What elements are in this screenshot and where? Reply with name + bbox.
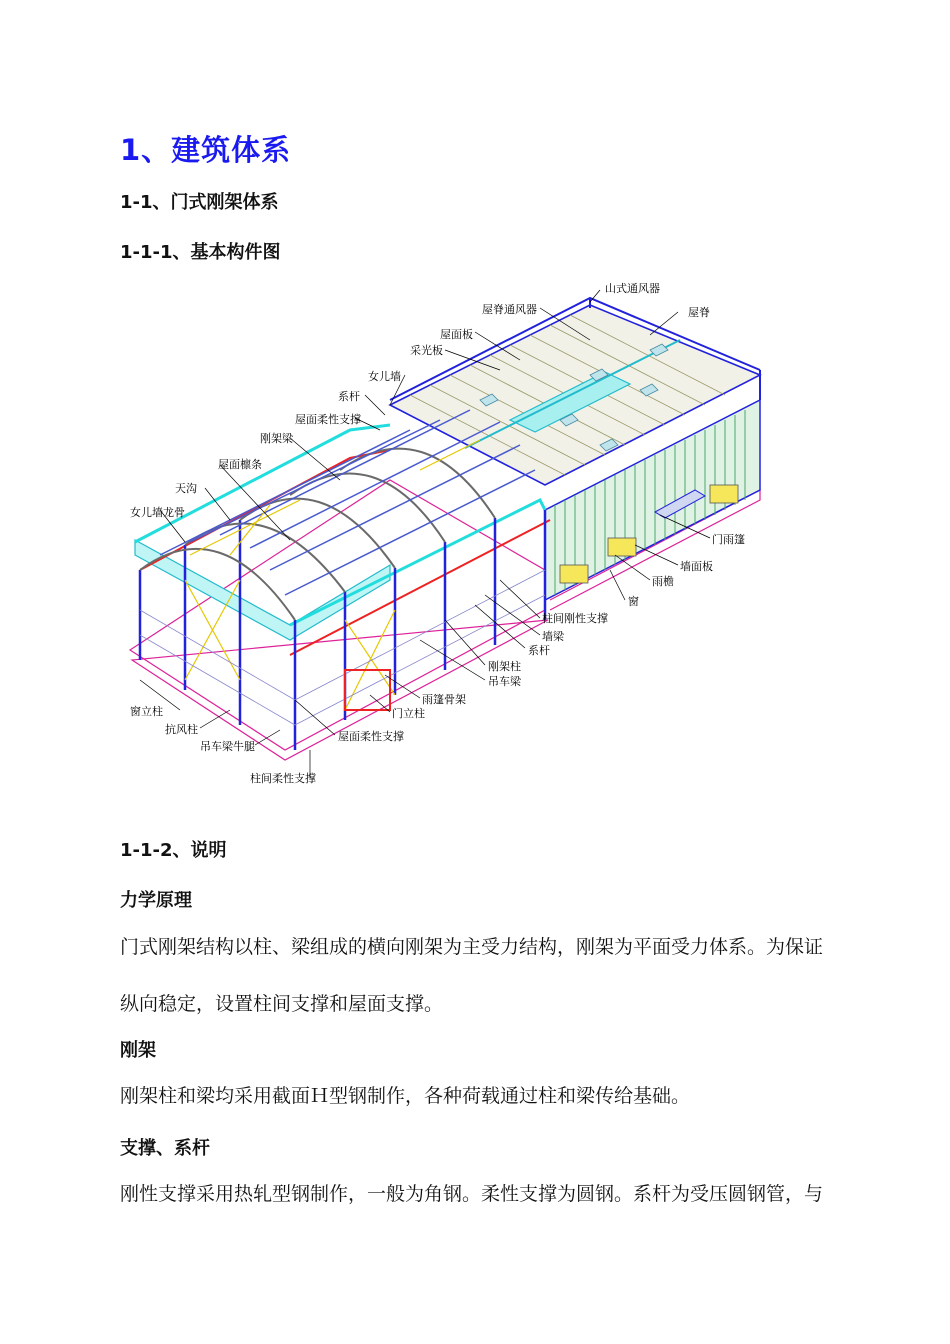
label-wall-panel: 墙面板 [680, 560, 713, 573]
label-canopy: 门雨篷 [712, 533, 745, 546]
subsection-heading-desc: 1-1-2、说明 [120, 840, 227, 861]
label-window-column: 窗立柱 [130, 705, 163, 718]
steel-structure-diagram [120, 280, 780, 800]
label-tie-bar: 系杆 [338, 390, 360, 403]
label-parapet-keel: 女儿墙龙骨 [130, 506, 185, 519]
section-heading: 1-1、门式刚架体系 [120, 192, 279, 213]
label-col-flex-brace: 柱间柔性支撑 [250, 772, 316, 785]
label-frame-column: 刚架柱 [488, 660, 521, 673]
label-tie-bar-2: 系杆 [528, 644, 550, 657]
label-roof-purlin: 屋面檩条 [218, 458, 262, 471]
section-title-bracing: 支撑、系杆 [120, 1138, 210, 1159]
label-ridge-vent: 屋脊通风器 [482, 303, 537, 316]
open-steel-frame [135, 410, 550, 750]
label-window: 窗 [628, 595, 639, 608]
section-title-frame: 刚架 [120, 1040, 156, 1061]
label-parapet: 女儿墙 [368, 370, 401, 383]
subsection-heading-figure: 1-1-1、基本构件图 [120, 242, 281, 263]
label-roof-vent-top: 山式通风器 [605, 282, 660, 295]
label-wall-beam: 墙梁 [542, 630, 564, 643]
label-wind-column: 抗风柱 [165, 723, 198, 736]
label-roof-panel: 屋面板 [440, 328, 473, 341]
label-roof-flex-brace-top: 屋面柔性支撑 [295, 413, 361, 426]
section-title-mechanics: 力学原理 [120, 890, 192, 911]
label-gutter: 天沟 [175, 482, 197, 495]
paragraph-bracing: 刚性支撑采用热轧型钢制作，一般为角钢。柔性支撑为圆钢。系杆为受压圆钢管，与 [120, 1183, 824, 1205]
page-title: 1、建筑体系 [120, 133, 292, 167]
label-col-rigid-brace: 柱间刚性支撑 [542, 612, 608, 625]
label-crane-beam: 吊车梁 [488, 675, 521, 688]
label-frame-beam: 刚架梁 [260, 432, 293, 445]
label-eave: 雨檐 [652, 575, 674, 588]
paragraph-frame: 刚架柱和梁均采用截面Ｈ型钢制作，各种荷载通过柱和梁传给基础。 [120, 1085, 691, 1107]
paragraph-mechanics: 门式刚架结构以柱、梁组成的横向刚架为主受力结构，刚架为平面受力体系。为保证纵向稳定，设置柱间支撑和屋面支撑。 [120, 936, 824, 1015]
label-door-column: 门立柱 [392, 707, 425, 720]
label-ridge: 屋脊 [688, 306, 710, 319]
label-canopy-frame: 雨篷骨架 [422, 693, 466, 706]
label-crane-bracket: 吊车梁牛腿 [200, 740, 255, 753]
label-skylight-panel: 采光板 [410, 344, 443, 357]
label-roof-flex-brace-bottom: 屋面柔性支撑 [338, 730, 404, 743]
